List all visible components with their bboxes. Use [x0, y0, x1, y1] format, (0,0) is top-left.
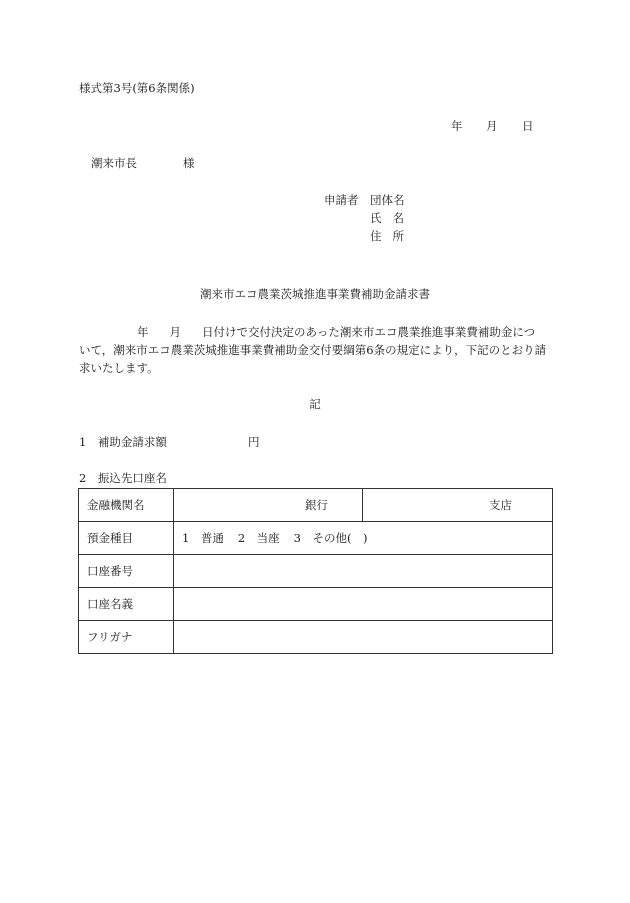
bank-name-label: 金融機関名: [79, 489, 174, 522]
date-month-label: 月: [486, 119, 498, 133]
body-paragraph: [79, 323, 551, 377]
body-line-1-text: 日付けで交付決定のあった潮来市エコ農業推進事業費補助金につ: [202, 325, 536, 339]
ki-heading: 記: [309, 397, 321, 411]
document-title: 潮来市エコ農業茨城推進事業費補助金請求書: [200, 287, 430, 301]
addressee-name: 潮来市長: [91, 156, 137, 170]
bank-name-field[interactable]: [174, 489, 363, 522]
deposit-option-other[interactable]: 3 その他( ): [293, 531, 368, 545]
applicant-name-label: 氏名: [370, 211, 415, 225]
deposit-type-label: 預金種目: [79, 522, 174, 555]
table-row: [79, 522, 553, 555]
applicant-address-label: 住所: [370, 229, 415, 243]
branch-name-field[interactable]: [363, 489, 553, 522]
form-id: 様式第3号(第6条関係): [79, 81, 195, 95]
applicant-org-label: 団体名: [370, 193, 405, 207]
table-row: [79, 489, 553, 522]
addressee-honorific: 様: [183, 156, 195, 170]
bank-suffix: 銀行: [305, 498, 328, 512]
deposit-type-options[interactable]: [174, 522, 553, 555]
item2-label: 2 振込先口座名: [79, 471, 167, 485]
branch-suffix: 支店: [489, 498, 512, 512]
body-month-label: 月: [169, 325, 181, 339]
applicant-label: 申請者: [324, 193, 359, 207]
account-holder-field[interactable]: [174, 588, 553, 621]
date-day-label: 日: [522, 119, 534, 133]
table-row: [79, 555, 553, 588]
deposit-option-ordinary[interactable]: 1 普通: [182, 531, 224, 545]
date-year-label: 年: [451, 119, 463, 133]
account-holder-label: 口座名義: [79, 588, 174, 621]
furigana-field[interactable]: [174, 621, 553, 654]
account-number-label: 口座番号: [79, 555, 174, 588]
body-year-label: 年: [137, 325, 149, 339]
account-table: [78, 488, 553, 654]
furigana-label: フリガナ: [79, 621, 174, 654]
deposit-option-current[interactable]: 2 当座: [237, 531, 280, 545]
item1-label: 1 補助金請求額: [79, 435, 167, 449]
table-row: [79, 621, 553, 654]
body-line-3: 求いたします。: [79, 361, 159, 375]
body-line-2: いて，潮来市エコ農業茨城推進事業費補助金交付要綱第6条の規定により，下記のとおり請: [79, 343, 547, 357]
body-line-1: [79, 323, 551, 341]
item1-unit: 円: [248, 435, 260, 449]
table-row: [79, 588, 553, 621]
account-number-field[interactable]: [174, 555, 553, 588]
